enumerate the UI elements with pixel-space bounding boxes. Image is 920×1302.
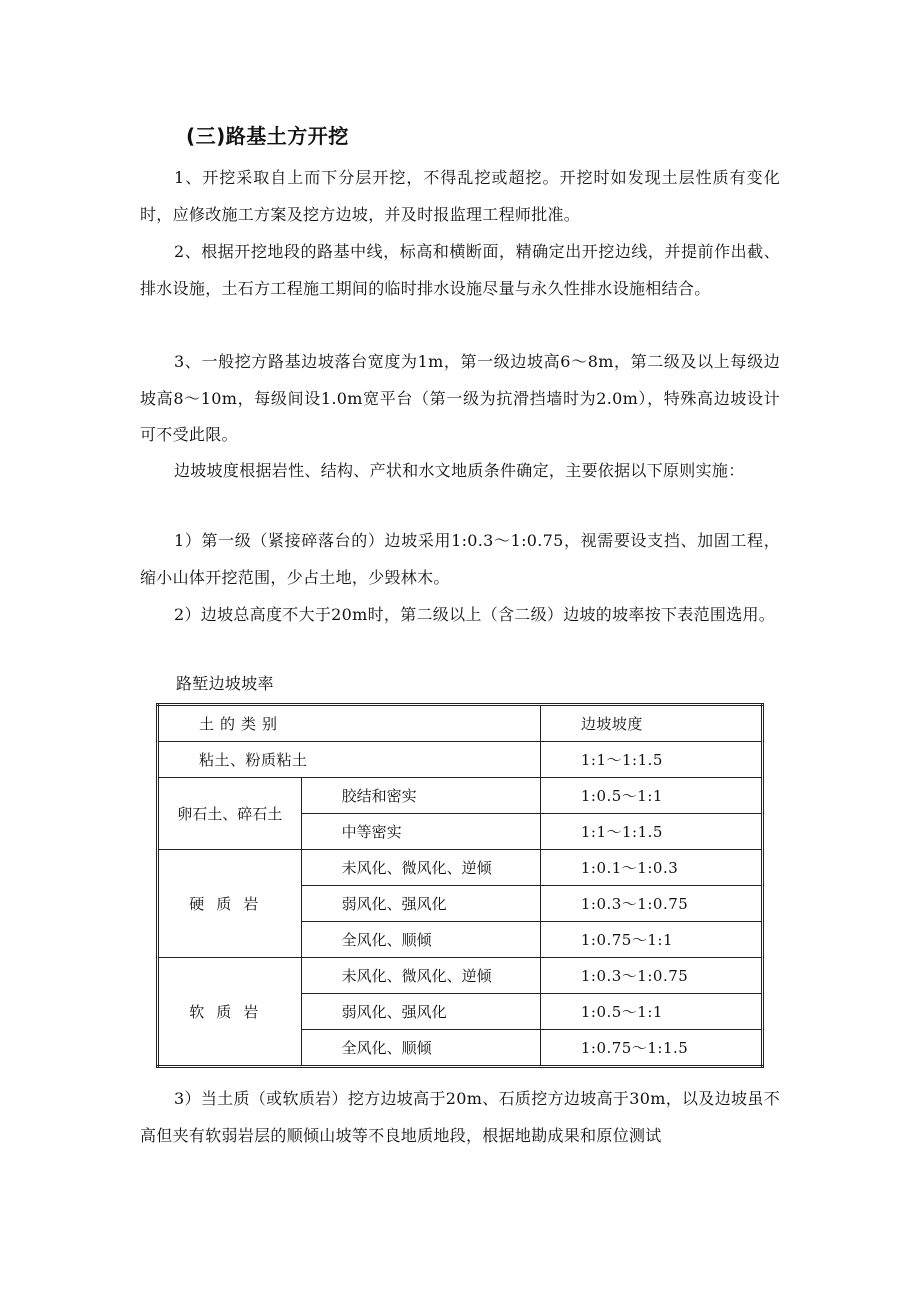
slope-table <box>156 703 764 1068</box>
soft-rock-condition: 未风化、微风化、逆倾 <box>301 958 540 994</box>
clay-name: 粘土、粉质粘土 <box>158 742 541 778</box>
paragraph-6: 2）边坡总高度不大于20m时，第二级以上（含二级）边坡的坡率按下表范围选用。 <box>174 605 776 624</box>
table-header-row <box>158 705 763 742</box>
hard-rock-condition: 未风化、微风化、逆倾 <box>301 850 540 886</box>
hard-rock-condition: 全风化、顺倾 <box>301 922 540 958</box>
paragraph-4: 边坡坡度根据岩性、结构、产状和水文地质条件确定，主要依据以下原则实施： <box>174 461 745 480</box>
paragraph-5: 1）第一级（紧接碎落台的）边坡采用1:0.3～1:0.75，视需要设支挡、加固工程，缩小山体开挖范围，少占土地，少毁林木。 <box>140 531 780 587</box>
pebble-slope: 1:1～1:1.5 <box>540 814 762 850</box>
header-slope: 边坡坡度 <box>540 705 762 742</box>
hard-rock-slope: 1:0.75～1:1 <box>540 922 762 958</box>
paragraph-after-table: 3）当土质（或软质岩）挖方边坡高于20m、石质挖方边坡高于30m，以及边坡虽不高但夹有软弱岩层的顺倾山坡等不良地质地段，根据地勘成果和原位测试 <box>140 1089 780 1145</box>
paragraph-2: 2、根据开挖地段的路基中线，标高和横断面，精确定出开挖边线，并提前作出截、排水设施，土石方工程施工期间的临时排水设施尽量与永久性排水设施相结合。 <box>140 242 780 298</box>
table-row <box>158 850 763 886</box>
soft-rock-slope: 1:0.5～1:1 <box>540 994 762 1030</box>
table-row <box>158 778 763 814</box>
header-soil-type: 土的类别 <box>158 705 541 742</box>
soft-rock-slope: 1:0.3～1:0.75 <box>540 958 762 994</box>
pebble-name: 卵石土、碎石土 <box>158 778 302 850</box>
soft-rock-condition: 弱风化、强风化 <box>301 994 540 1030</box>
soft-rock-condition: 全风化、顺倾 <box>301 1030 540 1067</box>
table-caption: 路堑边坡坡率 <box>176 674 274 693</box>
pebble-slope: 1:0.5～1:1 <box>540 778 762 814</box>
soft-rock-slope: 1:0.75～1:1.5 <box>540 1030 762 1067</box>
pebble-condition: 中等密实 <box>301 814 540 850</box>
clay-slope: 1:1～1:1.5 <box>540 742 762 778</box>
hard-rock-slope: 1:0.3～1:0.75 <box>540 886 762 922</box>
paragraph-3: 3、一般挖方路基边坡落台宽度为1m，第一级边坡高6～8m，第二级及以上每级边坡高8～10m，每级间设1.0m宽平台（第一级为抗滑挡墙时为2.0m），特殊高边坡设计可不受此限。 <box>140 352 780 444</box>
hard-rock-name: 硬质岩 <box>158 850 302 958</box>
table-row <box>158 958 763 994</box>
pebble-condition: 胶结和密实 <box>301 778 540 814</box>
hard-rock-condition: 弱风化、强风化 <box>301 886 540 922</box>
paragraph-1: 1、开挖采取自上而下分层开挖，不得乱挖或超挖。开挖时如发现土层性质有变化时，应修改施工方案及挖方边坡，并及时报监理工程师批准。 <box>140 168 780 224</box>
table-row <box>158 742 763 778</box>
soft-rock-name: 软质岩 <box>158 958 302 1067</box>
section-title: (三)路基土方开挖 <box>186 124 349 148</box>
hard-rock-slope: 1:0.1～1:0.3 <box>540 850 762 886</box>
